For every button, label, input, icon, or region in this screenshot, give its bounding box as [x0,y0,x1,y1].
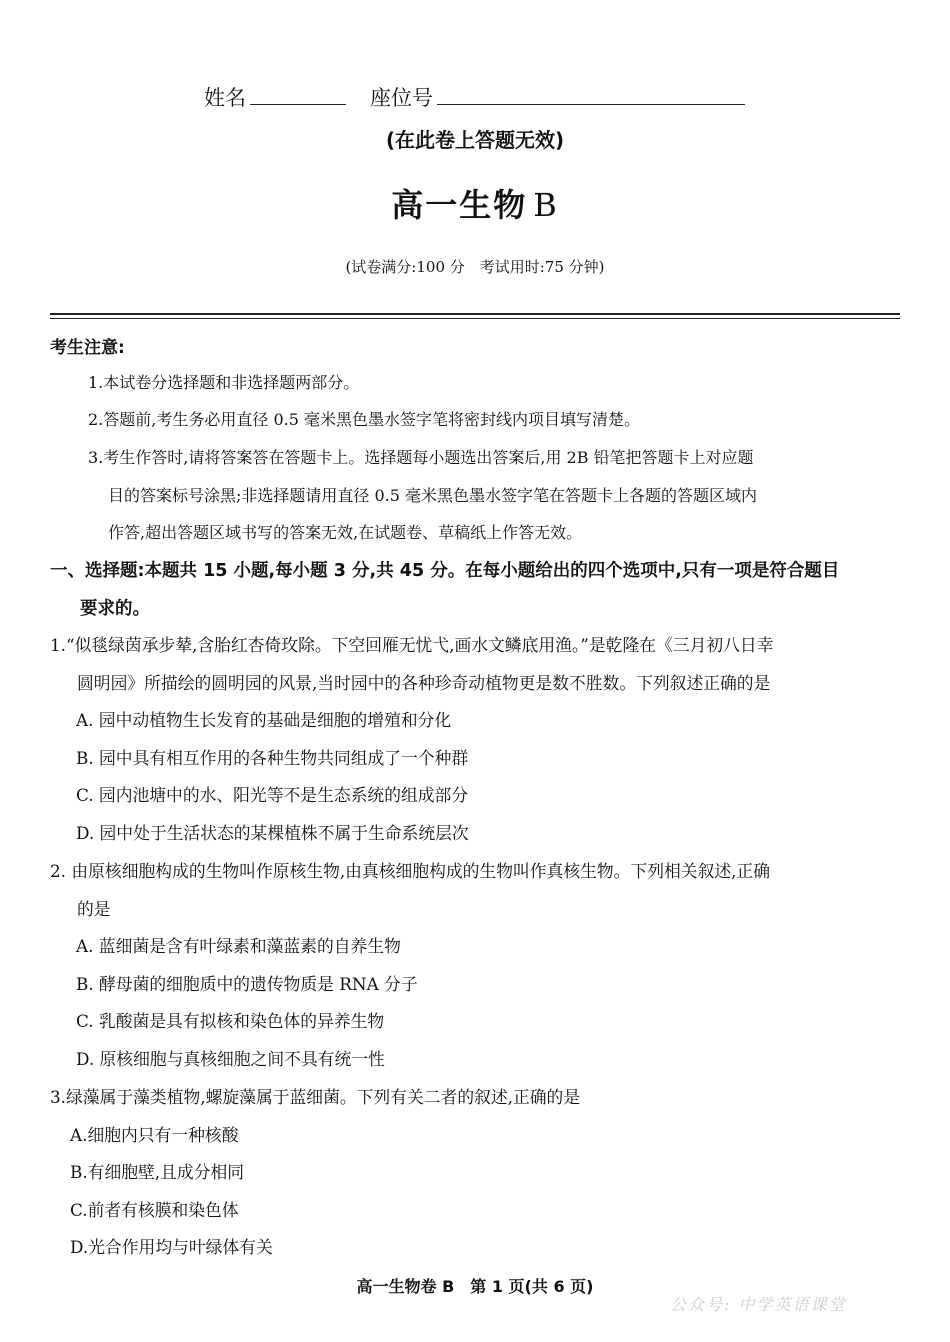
header-divider-thick [50,313,900,315]
question-1-option-a: A. 园中动植物生长发育的基础是细胞的增殖和分化 [76,710,452,730]
title-suffix: B [533,186,559,224]
section-title-line-2: 要求的。 [80,598,150,619]
exam-meta: (试卷满分:100 分 考试用时:75 分钟) [345,258,605,276]
notice-item-3-line-3: 作答,超出答题区域书写的答案无效,在试题卷、草稿纸上作答无效。 [108,523,583,542]
section-title [50,553,902,628]
seat-blank [437,84,745,105]
notice-item-3-line-1: 3.考生作答时,请将答案答在答题卡上。选择题每小题选出答案后,用 2B 铅笔把答题卡上对应题 [88,448,754,467]
question-1-line-2: 圆明园》所描绘的圆明园的风景,当时园中的各种珍奇动植物更是数不胜数。下列叙述正确的是 [77,672,771,693]
question-1-option-b: B. 园中具有相互作用的各种生物共同组成了一个种群 [76,748,469,768]
candidate-info-line [204,82,745,112]
notice-item-3-line-2: 目的答案标号涂黑;非选择题请用直径 0.5 毫米黑色墨水签字笔在答题卡上各题的答题区域内 [108,485,758,505]
notice-heading: 考生注意: [50,338,125,358]
name-blank [250,84,346,105]
question-3-option-b: B.有细胞壁,且成分相同 [70,1162,245,1182]
question-2-option-b: B. 酵母菌的细胞质中的遗传物质是 RNA 分子 [76,974,418,994]
question-2-stem [50,853,902,928]
question-1-option-d: D. 园中处于生活状态的某棵植株不属于生命系统层次 [76,823,469,843]
title-text: 高一生物 [391,186,528,224]
notice-item-1: 1.本试卷分选择题和非选择题两部分。 [88,373,360,392]
question-2-line-1: 2. 由原核细胞构成的生物叫作原核生物,由真核细胞构成的生物叫作真核生物。下列相关叙述,正确 [50,861,771,881]
question-2-option-c: C. 乳酸菌是具有拟核和染色体的异养生物 [76,1011,385,1031]
question-2-line-2: 的是 [77,898,111,919]
watermark: 公众号: 中学英语课堂 [670,1295,847,1314]
question-3-option-a: A.细胞内只有一种核酸 [70,1125,239,1145]
exam-title [0,180,950,226]
question-1-option-c: C. 园内池塘中的水、阳光等不是生态系统的组成部分 [76,785,469,805]
question-1-stem [50,627,902,702]
question-3-stem: 3.绿藻属于藻类植物,螺旋藻属于蓝细菌。下列有关二者的叙述,正确的是 [50,1087,581,1107]
question-2-option-d: D. 原核细胞与真核细胞之间不具有统一性 [76,1049,385,1069]
question-3-option-d: D.光合作用均与叶绿体有关 [70,1237,273,1257]
notice-item-3 [88,439,900,552]
question-1-line-1: 1.“似毯绿茵承步辇,含胎红杏倚玫除。下空回雁无忧弋,画水文鳞底用渔。”是乾隆在《三月初八日幸 [50,635,774,655]
seat-label: 座位号 [370,86,433,110]
question-2-option-a: A. 蓝细菌是含有叶绿素和藻蓝素的自养生物 [76,936,401,956]
invalid-answer-note: (在此卷上答题无效) [385,128,565,152]
name-label: 姓名 [204,86,246,110]
question-3-option-c: C.前者有核膜和染色体 [70,1200,239,1220]
notice-item-2: 2.答题前,考生务必用直径 0.5 毫米黑色墨水签字笔将密封线内项目填写清楚。 [88,410,640,429]
section-title-line-1: 一、选择题:本题共 15 小题,每小题 3 分,共 45 分。在每小题给出的四个选项中,只有一项是符合题目 [50,561,840,581]
page-footer: 高一生物卷 B 第 1 页(共 6 页) [356,1277,594,1296]
header-divider-thin [50,318,900,319]
